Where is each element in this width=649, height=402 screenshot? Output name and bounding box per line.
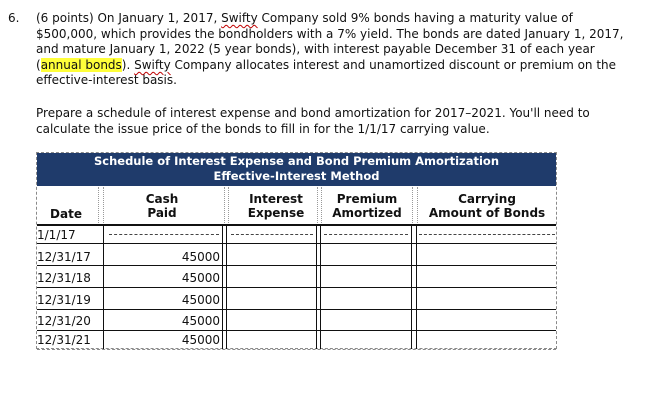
header-divider — [317, 187, 318, 225]
column-rule — [416, 225, 417, 349]
date-cell: 12/31/17 — [37, 250, 91, 264]
entry-line — [109, 234, 219, 235]
row-rule — [37, 349, 556, 350]
header-divider — [321, 187, 322, 225]
header-cash-paid: Cash Paid — [145, 192, 179, 220]
entry-line — [324, 234, 408, 235]
row-rule — [37, 243, 556, 244]
date-cell: 1/1/17 — [37, 228, 76, 242]
header-date: Date — [50, 207, 82, 221]
problem-points: (6 points) — [36, 11, 94, 25]
column-rule — [103, 225, 104, 349]
cash-paid-cell: 45000 — [181, 293, 220, 307]
row-rule — [37, 287, 556, 288]
schedule-title-banner — [37, 153, 556, 186]
company-name-2: Swifty — [134, 57, 171, 72]
cash-paid-cell: 45000 — [181, 250, 220, 264]
header-divider — [103, 187, 104, 225]
row-rule — [37, 265, 556, 266]
problem-text: (6 points) On January 1, 2017, Swifty Company sold 9% bonds having a maturity value of $500,000, which provides the bondholders with a 7% yield. The bonds are dated January 1, 2017, and mature January 1, 2022 (5 year bonds), with interest payable December 31 of each year (annual bonds). Swifty Company allocates interest and unamortized discount or premium on the effective-interest basis. — [36, 11, 624, 88]
cash-paid-cell: 45000 — [181, 314, 220, 328]
date-cell: 12/31/20 — [37, 314, 91, 328]
instructions: Prepare a schedule of interest expense and bond amortization for 2017–2021. You'll need to calculate the issue price of the bonds to fill in for the 1/1/17 carrying value. — [36, 106, 590, 136]
column-rule — [320, 225, 321, 349]
cash-paid-cell: 45000 — [181, 271, 220, 285]
company-name: Swifty — [221, 11, 258, 25]
header-premium-amortized: Premium Amortized — [332, 192, 402, 220]
date-cell: 12/31/18 — [37, 271, 91, 285]
highlighted-term: annual bonds — [40, 57, 122, 72]
entry-line — [419, 234, 555, 235]
header-divider — [98, 187, 99, 225]
header-rule — [37, 224, 556, 226]
header-carrying-amount: Carrying Amount of Bonds — [428, 192, 546, 220]
column-rule — [316, 225, 317, 349]
amortization-schedule — [36, 152, 557, 349]
column-rule — [411, 225, 412, 349]
row-rule — [37, 309, 556, 310]
date-cell: 12/31/21 — [37, 333, 91, 347]
column-rule — [222, 225, 223, 349]
header-divider — [417, 187, 418, 225]
schedule-subtitle: Effective-Interest Method — [213, 169, 380, 183]
problem-number: 6. — [8, 11, 20, 25]
header-divider — [412, 187, 413, 225]
schedule-title: Schedule of Interest Expense and Bond Premium Amortization — [93, 154, 500, 168]
header-interest-expense: Interest Expense — [247, 192, 305, 220]
cash-paid-cell: 45000 — [181, 333, 220, 347]
column-rule — [226, 225, 227, 349]
entry-line — [231, 234, 313, 235]
header-divider — [228, 187, 229, 225]
row-rule — [37, 330, 556, 331]
date-cell: 12/31/19 — [37, 293, 91, 307]
header-divider — [224, 187, 225, 225]
